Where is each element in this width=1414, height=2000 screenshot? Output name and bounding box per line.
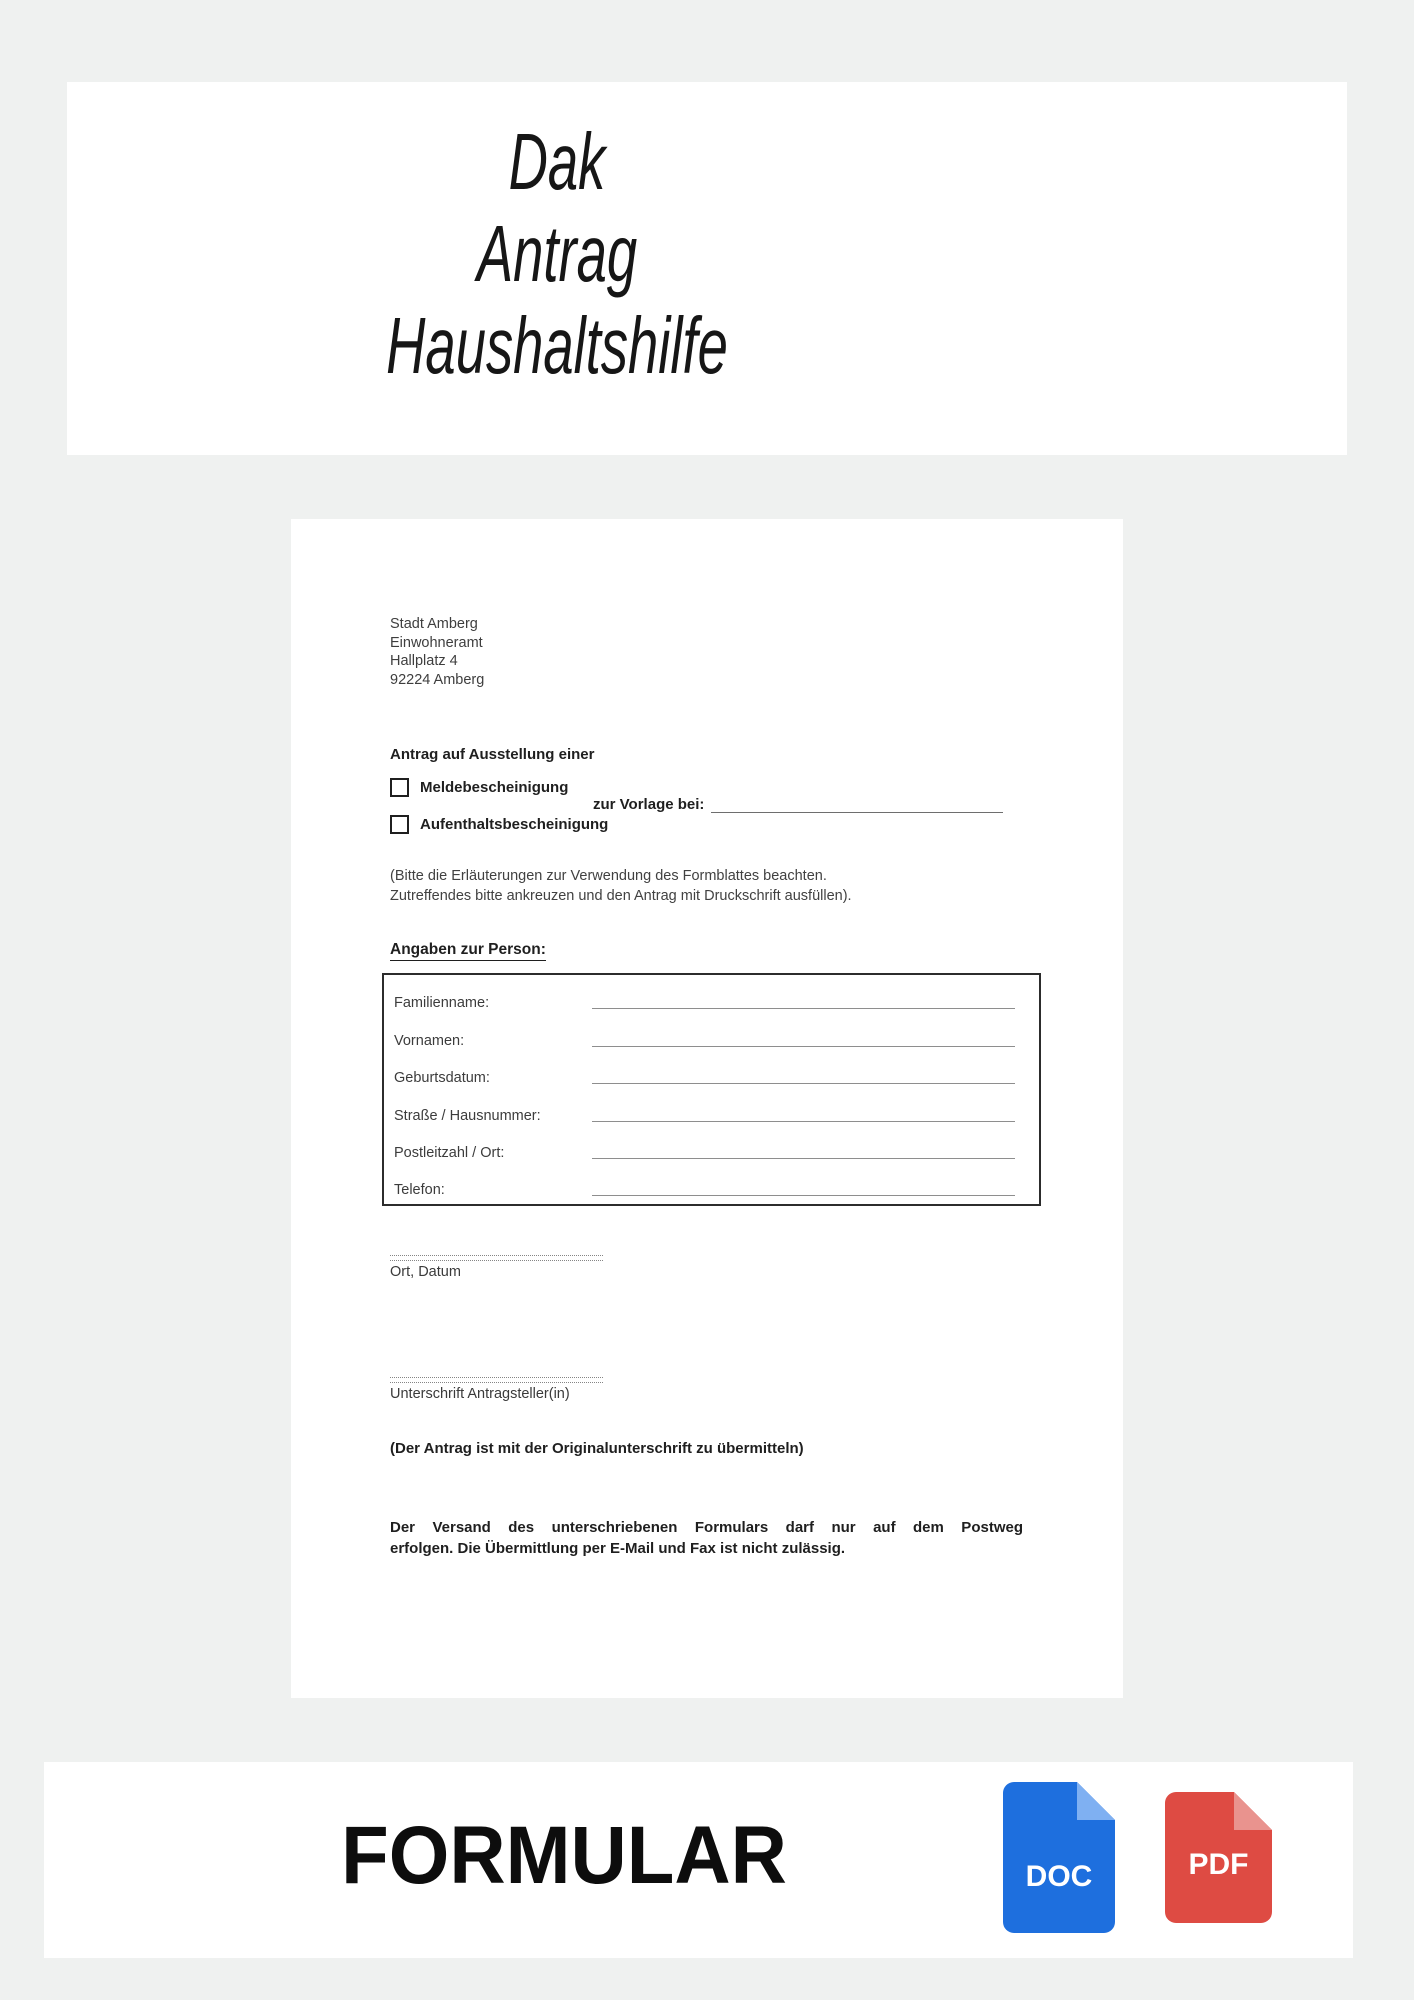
field-fill-line bbox=[592, 1195, 1015, 1196]
field-fill-line bbox=[592, 1008, 1015, 1009]
field-fill-line bbox=[592, 1083, 1015, 1084]
table-row bbox=[384, 1056, 1039, 1093]
field-label: Straße / Hausnummer: bbox=[394, 1107, 541, 1124]
field-fill-line bbox=[592, 1158, 1015, 1159]
field-label: Familienname: bbox=[394, 995, 490, 1012]
pdf-download-icon[interactable] bbox=[1165, 1792, 1272, 1923]
field-label: Vornamen: bbox=[394, 1032, 465, 1049]
address-line: 92224 Amberg bbox=[390, 671, 485, 688]
person-data-heading: Angaben zur Person: bbox=[390, 941, 546, 961]
address-line: Stadt Amberg bbox=[390, 616, 478, 632]
table-row bbox=[384, 1131, 1039, 1168]
footer-bar bbox=[44, 1762, 1353, 1958]
recipient-address bbox=[390, 615, 484, 689]
field-fill-line bbox=[592, 1046, 1015, 1047]
checkbox-icon bbox=[390, 778, 409, 797]
form-instructions bbox=[390, 866, 852, 906]
footer-title: FORMULAR bbox=[341, 1810, 787, 1901]
doc-fold-icon bbox=[1077, 1782, 1115, 1820]
field-label: Postleitzahl / Ort: bbox=[394, 1144, 505, 1161]
signature-date-label: Ort, Datum bbox=[390, 1264, 461, 1280]
signature-line bbox=[390, 1377, 603, 1383]
field-fill-line bbox=[592, 1121, 1015, 1122]
signature-date-line bbox=[390, 1255, 603, 1261]
checkbox-label: Meldebescheinigung bbox=[420, 778, 569, 796]
title-line: Antrag bbox=[476, 209, 638, 298]
postal-note bbox=[390, 1518, 1023, 1559]
checkbox-label: Aufenthaltsbescheinigung bbox=[420, 815, 609, 833]
checkbox-icon bbox=[390, 815, 409, 834]
checkbox-aufenthaltsbescheinigung bbox=[390, 814, 608, 834]
signature-label: Unterschrift Antragsteller(in) bbox=[390, 1386, 570, 1402]
vorlage-label: zur Vorlage bei: bbox=[593, 796, 705, 813]
form-instructions-line: Zutreffendes bitte ankreuzen und den Antrag mit Druckschrift ausfüllen). bbox=[390, 888, 852, 904]
title-card bbox=[67, 82, 1347, 455]
table-row bbox=[384, 1093, 1039, 1130]
table-row bbox=[384, 1168, 1039, 1205]
postal-note-line: erfolgen. Die Übermittlung per E-Mail und Fax ist nicht zulässig. bbox=[390, 1539, 846, 1557]
vorlage-row bbox=[593, 796, 1003, 813]
table-row bbox=[384, 1018, 1039, 1055]
pdf-badge-label: PDF bbox=[1188, 1848, 1249, 1881]
pdf-fold-icon bbox=[1234, 1792, 1272, 1830]
vorlage-fill-line bbox=[711, 796, 1003, 813]
application-heading: Antrag auf Ausstellung einer bbox=[390, 746, 595, 763]
field-label: Geburtsdatum: bbox=[394, 1070, 490, 1087]
doc-badge-label: DOC bbox=[1025, 1860, 1093, 1893]
person-data-table bbox=[382, 973, 1041, 1206]
checkbox-meldebescheinigung bbox=[390, 777, 568, 797]
page-title bbox=[224, 82, 890, 392]
postal-note-line: Der Versand des unterschriebenen Formulars darf nur auf dem Postweg bbox=[390, 1519, 1023, 1536]
field-label: Telefon: bbox=[394, 1182, 445, 1199]
title-line: Haushaltshilfe bbox=[386, 301, 728, 390]
document-preview bbox=[291, 519, 1123, 1698]
table-row bbox=[384, 981, 1039, 1018]
title-line: Dak bbox=[508, 117, 606, 206]
address-line: Einwohneramt bbox=[390, 634, 483, 651]
form-instructions-line: (Bitte die Erläuterungen zur Verwendung des Formblattes beachten. bbox=[390, 868, 827, 884]
original-signature-note: (Der Antrag ist mit der Originalunterschrift zu übermitteln) bbox=[390, 1440, 804, 1457]
address-line: Hallplatz 4 bbox=[390, 653, 458, 669]
doc-download-icon[interactable] bbox=[1003, 1782, 1115, 1933]
